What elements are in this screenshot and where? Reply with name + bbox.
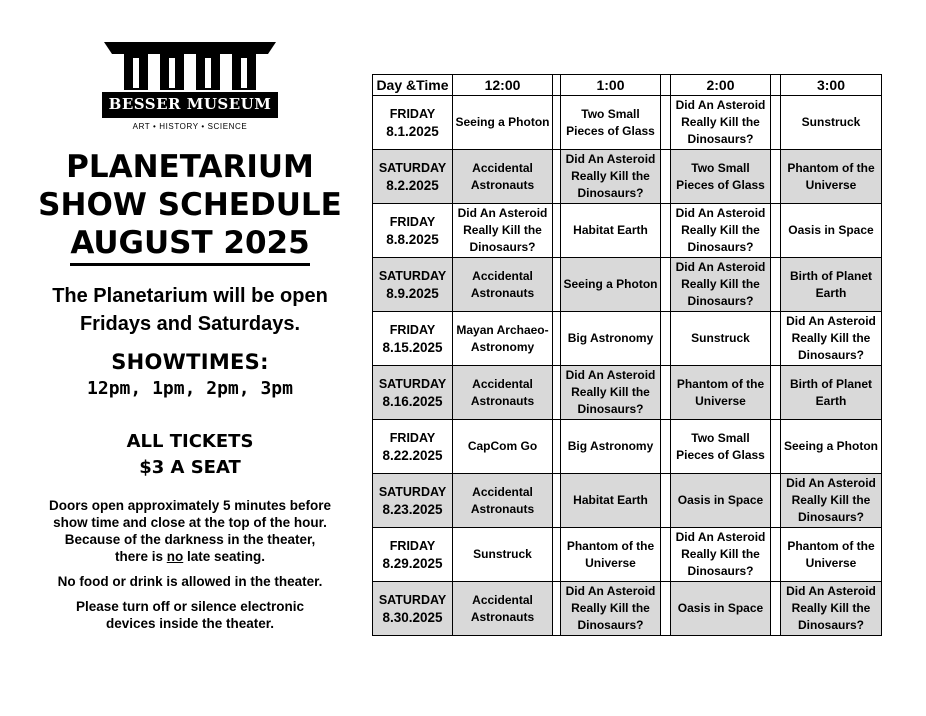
day-name: FRIDAY [389, 214, 436, 229]
show-cell: Did An Asteroid Really Kill the Dinosaurs? [781, 582, 882, 636]
day-name: FRIDAY [389, 322, 436, 337]
doors-line-3: Because of the darkness in the theater, [64, 532, 316, 547]
schedule-row [373, 204, 882, 258]
schedule-body [373, 96, 882, 636]
show-cell: Did An Asteroid Really Kill the Dinosaurs? [561, 150, 661, 204]
schedule-row [373, 150, 882, 204]
column-gap [661, 312, 671, 366]
devices-line-2: devices inside the theater. [105, 616, 275, 631]
column-gap [553, 582, 561, 636]
column-gap [771, 366, 781, 420]
show-date: 8.16.2025 [382, 393, 443, 409]
day-date-cell [373, 312, 453, 366]
show-cell: Birth of Planet Earth [781, 258, 882, 312]
column-gap [661, 96, 671, 150]
show-cell: Seeing a Photon [781, 420, 882, 474]
column-gap [661, 528, 671, 582]
devices-line-1: Please turn off or silence electronic [75, 599, 305, 614]
schedule-row [373, 528, 882, 582]
day-name: FRIDAY [389, 106, 436, 121]
column-gap [771, 204, 781, 258]
show-cell: Oasis in Space [781, 204, 882, 258]
show-cell: Sunstruck [671, 312, 771, 366]
column-gap [661, 582, 671, 636]
tickets-line-2: $3 A SEAT [139, 457, 241, 478]
left-panel [20, 38, 360, 632]
column-gap [771, 75, 781, 96]
day-name: SATURDAY [378, 484, 447, 499]
column-gap [661, 258, 671, 312]
schedule-table [372, 74, 882, 636]
show-cell: Two Small Pieces of Glass [561, 96, 661, 150]
doors-line-4a: there is [114, 549, 167, 564]
day-name: SATURDAY [378, 592, 447, 607]
show-cell: Accidental Astronauts [453, 258, 553, 312]
title-line-3: AUGUST 2025 [70, 224, 309, 266]
museum-name: BESSER MUSEUM [108, 95, 272, 113]
showtimes-list: 12pm, 1pm, 2pm, 3pm [87, 378, 293, 399]
show-cell: Phantom of the Universe [781, 150, 882, 204]
day-date-cell [373, 204, 453, 258]
column-gap [553, 474, 561, 528]
show-cell: Did An Asteroid Really Kill the Dinosaurs? [671, 204, 771, 258]
show-cell: Two Small Pieces of Glass [671, 420, 771, 474]
show-cell: Phantom of the Universe [561, 528, 661, 582]
show-date: 8.2.2025 [386, 177, 439, 193]
column-gap [553, 204, 561, 258]
column-gap [661, 150, 671, 204]
doors-line-1: Doors open approximately 5 minutes before [48, 498, 332, 513]
title-line-1: PLANETARIUM [66, 149, 314, 185]
column-gap [771, 258, 781, 312]
column-gap [771, 420, 781, 474]
show-cell: Did An Asteroid Really Kill the Dinosaurs? [561, 366, 661, 420]
show-date: 8.15.2025 [382, 339, 443, 355]
column-gap [553, 366, 561, 420]
show-cell: Seeing a Photon [561, 258, 661, 312]
day-name: SATURDAY [378, 268, 447, 283]
header-day-time: Day &Time [373, 75, 453, 96]
show-cell: Accidental Astronauts [453, 474, 553, 528]
show-date: 8.1.2025 [386, 123, 439, 139]
header-time-12: 12:00 [453, 75, 553, 96]
show-cell: Phantom of the Universe [671, 366, 771, 420]
showtimes-label: SHOWTIMES: [111, 350, 269, 374]
show-date: 8.29.2025 [382, 555, 443, 571]
show-cell: Did An Asteroid Really Kill the Dinosaurs? [781, 312, 882, 366]
column-gap [661, 75, 671, 96]
column-gap [661, 366, 671, 420]
museum-logo [102, 38, 278, 134]
museum-building-icon [102, 38, 278, 134]
food-note: No food or drink is allowed in the theater. [57, 574, 323, 589]
show-cell: Seeing a Photon [453, 96, 553, 150]
day-date-cell [373, 528, 453, 582]
show-date: 8.23.2025 [382, 501, 443, 517]
column-gap [553, 312, 561, 366]
day-date-cell [373, 96, 453, 150]
day-date-cell [373, 150, 453, 204]
title-line-2: SHOW SCHEDULE [38, 187, 342, 223]
column-gap [771, 528, 781, 582]
show-cell: Oasis in Space [671, 474, 771, 528]
show-cell: Did An Asteroid Really Kill the Dinosaurs? [671, 96, 771, 150]
column-gap [661, 474, 671, 528]
show-cell: Mayan Archaeo-Astronomy [453, 312, 553, 366]
column-gap [553, 75, 561, 96]
show-cell: Did An Asteroid Really Kill the Dinosaurs? [561, 582, 661, 636]
devices-note [20, 598, 360, 632]
header-time-2: 2:00 [671, 75, 771, 96]
column-gap [553, 420, 561, 474]
column-gap [553, 528, 561, 582]
open-days-text [20, 282, 360, 338]
schedule-row [373, 366, 882, 420]
column-gap [661, 420, 671, 474]
day-date-cell [373, 420, 453, 474]
tickets-info [20, 429, 360, 481]
open-line-2: Fridays and Saturdays. [79, 313, 301, 335]
column-gap [771, 474, 781, 528]
show-date: 8.8.2025 [386, 231, 439, 247]
show-cell: Birth of Planet Earth [781, 366, 882, 420]
show-date: 8.30.2025 [382, 609, 443, 625]
doors-note [20, 497, 360, 565]
show-cell: Accidental Astronauts [453, 366, 553, 420]
day-name: FRIDAY [389, 430, 436, 445]
schedule-row [373, 420, 882, 474]
column-gap [553, 96, 561, 150]
day-name: SATURDAY [378, 376, 447, 391]
show-cell: Two Small Pieces of Glass [671, 150, 771, 204]
day-name: SATURDAY [378, 160, 447, 175]
show-cell: Sunstruck [781, 96, 882, 150]
day-date-cell [373, 258, 453, 312]
show-cell: Oasis in Space [671, 582, 771, 636]
show-cell: Accidental Astronauts [453, 150, 553, 204]
show-cell: Did An Asteroid Really Kill the Dinosaurs? [671, 258, 771, 312]
show-cell: Did An Asteroid Really Kill the Dinosaurs? [671, 528, 771, 582]
schedule-row [373, 258, 882, 312]
header-time-1: 1:00 [561, 75, 661, 96]
schedule-row [373, 474, 882, 528]
column-gap [553, 258, 561, 312]
show-cell: Big Astronomy [561, 420, 661, 474]
museum-tagline: ART • HISTORY • SCIENCE [132, 122, 248, 131]
show-cell: Habitat Earth [561, 474, 661, 528]
day-name: FRIDAY [389, 538, 436, 553]
show-cell: Did An Asteroid Really Kill the Dinosaurs? [453, 204, 553, 258]
show-cell: Phantom of the Universe [781, 528, 882, 582]
schedule-row [373, 582, 882, 636]
column-gap [771, 150, 781, 204]
schedule-row [373, 96, 882, 150]
day-date-cell [373, 582, 453, 636]
schedule-header-row [373, 75, 882, 96]
show-cell: Accidental Astronauts [453, 582, 553, 636]
doors-line-4c: late seating. [183, 549, 266, 564]
schedule-row [373, 312, 882, 366]
column-gap [661, 204, 671, 258]
column-gap [553, 150, 561, 204]
show-cell: Did An Asteroid Really Kill the Dinosaurs? [781, 474, 882, 528]
show-date: 8.9.2025 [386, 285, 439, 301]
show-date: 8.22.2025 [382, 447, 443, 463]
column-gap [771, 582, 781, 636]
doors-line-4b: no [166, 549, 184, 564]
show-cell: Sunstruck [453, 528, 553, 582]
show-cell: Habitat Earth [561, 204, 661, 258]
day-date-cell [373, 474, 453, 528]
page-title [20, 148, 360, 266]
column-gap [771, 96, 781, 150]
show-cell: Big Astronomy [561, 312, 661, 366]
show-cell: CapCom Go [453, 420, 553, 474]
open-line-1: The Planetarium will be open [52, 285, 328, 307]
day-date-cell [373, 366, 453, 420]
doors-line-4 [20, 548, 360, 565]
tickets-line-1: ALL TICKETS [126, 431, 254, 452]
doors-line-2: show time and close at the top of the hour. [53, 515, 327, 530]
column-gap [771, 312, 781, 366]
header-time-3: 3:00 [781, 75, 882, 96]
